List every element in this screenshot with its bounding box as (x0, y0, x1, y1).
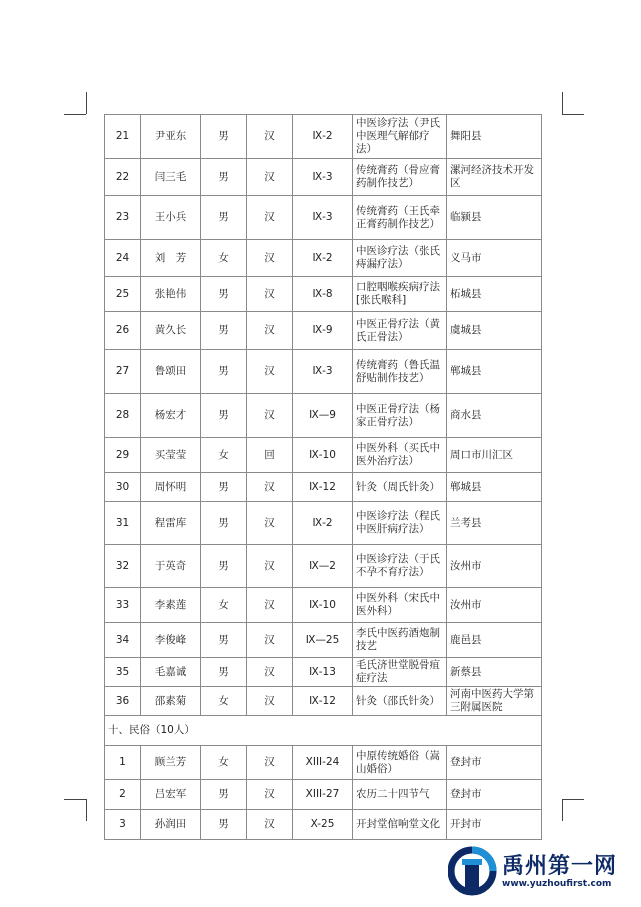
table-row (105, 350, 542, 394)
cell-region: 临颍县 (447, 196, 542, 240)
cell-ethnicity: 汉 (247, 115, 293, 159)
cell-ethnicity: 汉 (247, 545, 293, 588)
cell-name: 闫三毛 (141, 159, 201, 196)
section-title: 十、民俗（10人） (105, 716, 542, 746)
cell-ethnicity: 汉 (247, 780, 293, 810)
cell-ethnicity: 汉 (247, 196, 293, 240)
crop-mark-bottom-right-h (562, 799, 584, 800)
cell-number: 22 (105, 159, 141, 196)
cell-gender: 男 (201, 780, 247, 810)
cell-name: 毛嘉诚 (141, 658, 201, 687)
cell-name: 买莹莹 (141, 438, 201, 473)
cell-number: 27 (105, 350, 141, 394)
table-row (105, 196, 542, 240)
cell-category: Ⅸ-13 (293, 658, 353, 687)
cell-category: Ⅸ—9 (293, 394, 353, 438)
cell-gender: 男 (201, 810, 247, 840)
cell-gender: 男 (201, 502, 247, 545)
cell-category: Ⅸ-10 (293, 438, 353, 473)
cell-gender: 男 (201, 545, 247, 588)
cell-ethnicity: 汉 (247, 277, 293, 312)
cell-number: 24 (105, 240, 141, 277)
cell-project: 传统膏药（骨应膏药制作技艺） (353, 159, 447, 196)
cell-project: 中医外科（宋氏中医外科） (353, 588, 447, 623)
cell-region: 郸城县 (447, 473, 542, 502)
cell-gender: 男 (201, 658, 247, 687)
cell-number: 28 (105, 394, 141, 438)
cell-name: 王小兵 (141, 196, 201, 240)
cell-region: 汝州市 (447, 588, 542, 623)
cell-number: 3 (105, 810, 141, 840)
table-row (105, 394, 542, 438)
cell-project: 中医诊疗法（尹氏中医理气解郁疗法） (353, 115, 447, 159)
table-row (105, 588, 542, 623)
cell-ethnicity: 汉 (247, 687, 293, 716)
cell-category: XIII-24 (293, 746, 353, 780)
cell-name: 李素莲 (141, 588, 201, 623)
cell-category: Ⅸ-8 (293, 277, 353, 312)
cell-project: 农历二十四节气 (353, 780, 447, 810)
cell-ethnicity: 汉 (247, 810, 293, 840)
site-logo-icon (448, 843, 498, 899)
table-row (105, 623, 542, 658)
crop-mark-top-right-h (562, 114, 584, 115)
cell-name: 刘 芳 (141, 240, 201, 277)
crop-mark-top-right-v (562, 92, 563, 114)
cell-name: 周怀明 (141, 473, 201, 502)
cell-name: 于英奇 (141, 545, 201, 588)
cell-project: 针灸（周氏针灸） (353, 473, 447, 502)
inheritor-table (104, 114, 542, 840)
cell-number: 25 (105, 277, 141, 312)
section-header-row (105, 716, 542, 746)
cell-name: 尹亚东 (141, 115, 201, 159)
cell-project: 中医外科（买氏中医外治疗法） (353, 438, 447, 473)
table-row (105, 502, 542, 545)
cell-number: 34 (105, 623, 141, 658)
cell-number: 21 (105, 115, 141, 159)
cell-gender: 女 (201, 746, 247, 780)
cell-project: 中医诊疗法（张氏痔漏疗法） (353, 240, 447, 277)
cell-name: 邵素菊 (141, 687, 201, 716)
cell-gender: 女 (201, 438, 247, 473)
table-row (105, 438, 542, 473)
cell-project: 中医诊疗法（于氏不孕不育疗法） (353, 545, 447, 588)
cell-region: 义马市 (447, 240, 542, 277)
cell-category: Ⅸ-12 (293, 473, 353, 502)
cell-ethnicity: 汉 (247, 312, 293, 350)
cell-category: Ⅸ—2 (293, 545, 353, 588)
table-body-folk-custom (105, 746, 542, 840)
cell-number: 36 (105, 687, 141, 716)
cell-project: 中医正骨疗法（黄氏正骨法） (353, 312, 447, 350)
cell-ethnicity: 汉 (247, 658, 293, 687)
cell-region: 周口市川汇区 (447, 438, 542, 473)
cell-project: 口腔咽喉疾病疗法[张氏喉科] (353, 277, 447, 312)
crop-mark-top-left-h (64, 114, 86, 115)
site-watermark (448, 843, 618, 899)
cell-project: 李氏中医药酒炮制技艺 (353, 623, 447, 658)
cell-name: 顾兰芳 (141, 746, 201, 780)
cell-region: 虞城县 (447, 312, 542, 350)
cell-region: 舞阳县 (447, 115, 542, 159)
cell-name: 孙润田 (141, 810, 201, 840)
cell-gender: 男 (201, 623, 247, 658)
cell-gender: 女 (201, 588, 247, 623)
cell-project: 开封堂倌响堂文化 (353, 810, 447, 840)
site-logo-url: www.yuzhoufirst.com (502, 879, 612, 889)
crop-mark-bottom-left-h (64, 799, 86, 800)
cell-region: 鹿邑县 (447, 623, 542, 658)
cell-ethnicity: 汉 (247, 623, 293, 658)
cell-ethnicity: 汉 (247, 159, 293, 196)
table-row (105, 780, 542, 810)
table-body-medicine (105, 115, 542, 716)
cell-name: 黄久长 (141, 312, 201, 350)
cell-project: 传统膏药（王氏牵正膏药制作技艺） (353, 196, 447, 240)
cell-gender: 男 (201, 159, 247, 196)
table-row (105, 312, 542, 350)
cell-number: 32 (105, 545, 141, 588)
cell-ethnicity: 回 (247, 438, 293, 473)
cell-gender: 男 (201, 312, 247, 350)
cell-project: 中原传统婚俗（嵩山婚俗） (353, 746, 447, 780)
cell-region: 柘城县 (447, 277, 542, 312)
cell-number: 30 (105, 473, 141, 502)
cell-name: 程雷库 (141, 502, 201, 545)
cell-number: 1 (105, 746, 141, 780)
table-row (105, 473, 542, 502)
crop-mark-bottom-left-v (86, 799, 87, 821)
cell-number: 23 (105, 196, 141, 240)
cell-project: 传统膏药（鲁氏温舒贴制作技艺） (353, 350, 447, 394)
cell-category: Ⅸ-10 (293, 588, 353, 623)
cell-region: 开封市 (447, 810, 542, 840)
table-body-section (105, 716, 542, 746)
cell-gender: 女 (201, 240, 247, 277)
cell-region: 兰考县 (447, 502, 542, 545)
table-row (105, 545, 542, 588)
cell-ethnicity: 汉 (247, 394, 293, 438)
cell-number: 33 (105, 588, 141, 623)
table-row (105, 746, 542, 780)
crop-mark-top-left-v (86, 92, 87, 114)
cell-region: 郸城县 (447, 350, 542, 394)
cell-category: Ⅸ—25 (293, 623, 353, 658)
cell-number: 26 (105, 312, 141, 350)
cell-category: Ⅸ-2 (293, 115, 353, 159)
cell-gender: 男 (201, 473, 247, 502)
cell-region: 登封市 (447, 746, 542, 780)
cell-number: 29 (105, 438, 141, 473)
cell-number: 35 (105, 658, 141, 687)
table-row (105, 687, 542, 716)
table-row (105, 810, 542, 840)
cell-region: 登封市 (447, 780, 542, 810)
cell-category: Ⅸ-9 (293, 312, 353, 350)
cell-category: X-25 (293, 810, 353, 840)
cell-category: Ⅸ-3 (293, 196, 353, 240)
cell-gender: 男 (201, 394, 247, 438)
cell-project: 毛氏济世堂脱骨疽症疗法 (353, 658, 447, 687)
table-row (105, 115, 542, 159)
cell-region: 汝州市 (447, 545, 542, 588)
cell-ethnicity: 汉 (247, 350, 293, 394)
cell-name: 张艳伟 (141, 277, 201, 312)
cell-gender: 男 (201, 196, 247, 240)
cell-gender: 男 (201, 277, 247, 312)
site-logo-title: 禹州第一网 (502, 854, 618, 879)
cell-ethnicity: 汉 (247, 473, 293, 502)
cell-region: 漯河经济技术开发区 (447, 159, 542, 196)
cell-category: Ⅸ-2 (293, 240, 353, 277)
cell-category: Ⅸ-3 (293, 159, 353, 196)
cell-project: 中医正骨疗法（杨家正骨疗法） (353, 394, 447, 438)
cell-name: 杨宏才 (141, 394, 201, 438)
cell-category: Ⅸ-2 (293, 502, 353, 545)
cell-ethnicity: 汉 (247, 746, 293, 780)
cell-gender: 男 (201, 115, 247, 159)
cell-number: 31 (105, 502, 141, 545)
cell-ethnicity: 汉 (247, 588, 293, 623)
cell-gender: 男 (201, 350, 247, 394)
table-row (105, 159, 542, 196)
cell-number: 2 (105, 780, 141, 810)
cell-name: 李俊峰 (141, 623, 201, 658)
crop-mark-bottom-right-v (562, 799, 563, 821)
cell-region: 商水县 (447, 394, 542, 438)
cell-category: Ⅸ-12 (293, 687, 353, 716)
cell-name: 鲁颂田 (141, 350, 201, 394)
cell-region: 河南中医药大学第三附属医院 (447, 687, 542, 716)
cell-gender: 女 (201, 687, 247, 716)
cell-ethnicity: 汉 (247, 240, 293, 277)
cell-ethnicity: 汉 (247, 502, 293, 545)
table-row (105, 658, 542, 687)
cell-project: 中医诊疗法（程氏中医肝病疗法） (353, 502, 447, 545)
table-row (105, 277, 542, 312)
cell-name: 吕宏军 (141, 780, 201, 810)
cell-category: XIII-27 (293, 780, 353, 810)
cell-region: 新蔡县 (447, 658, 542, 687)
table-row (105, 240, 542, 277)
cell-category: Ⅸ-3 (293, 350, 353, 394)
cell-project: 针灸（邵氏针灸） (353, 687, 447, 716)
